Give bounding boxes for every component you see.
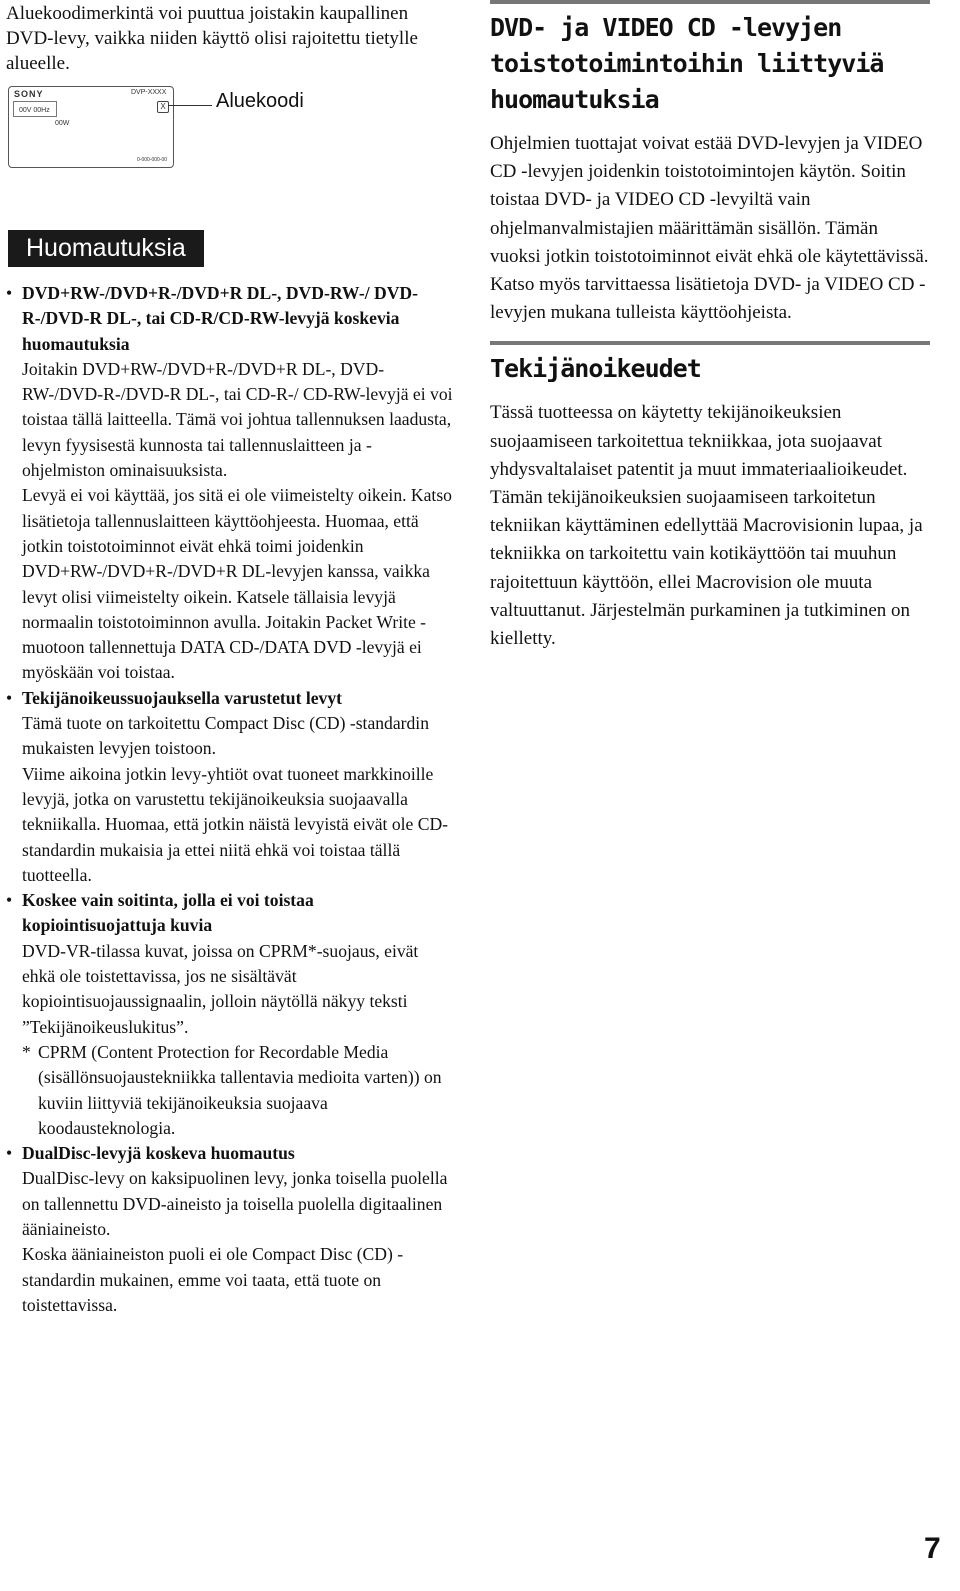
voltage-rating: 00V 00Hz <box>19 107 50 114</box>
note-paragraph: Levyä ei voi käyttää, jos sitä ei ole viimeistelty oikein. Katso lisätietoja tallennuslaitteen käyttöohjeesta. Huomaa, että jotkin toistotoiminnot eivät ehkä toimi joidenkin DVD+RW-/DVD+R-/DVD+R DL-levyjen kanssa, vaikka levyt olisi viimeistelty oikein. Katsele tällaisia levyjä normaalin toistotoiminnon avulla. Joitakin Packet Write -muotoon tallennettuja DATA CD-/DATA DVD -levyjä ei myöskään voi toistaa. <box>22 485 452 683</box>
note-paragraph: Joitakin DVD+RW-/DVD+R-/DVD+R DL-, DVD-RW-/DVD-R-/DVD-R DL-, tai CD-R-/ CD-RW-levyjä ei voi toistaa tällä laitteella. Tämä voi johtua tallennuksen laadusta, levyn fyysisestä kunnosta tai tallennuslaitteen ja -ohjelmiston ominaisuuksista. <box>22 358 453 481</box>
region-code-mark: X <box>157 101 169 113</box>
intro-paragraph: Aluekoodimerkintä voi puuttua joistakin kaupallinen DVD-levy, vaikka niiden käyttö olisi rajoitettu tietylle alueelle. <box>6 3 418 74</box>
callout-line <box>168 105 212 106</box>
list-item <box>6 888 454 1141</box>
note-paragraph: Viime aikoina jotkin levy-yhtiöt ovat tuoneet markkinoille levyjä, jotka on varustettu tekijänoikeuksia suojaavalla tekniikalla. Huomaa, että jotkin näistä levyistä eivät ole CD-standardin mukaisia ja ettei niitä ehkä voi toistaa tällä tuotteella. <box>22 763 449 885</box>
section-title: Tekijänoikeudet <box>490 354 701 384</box>
list-item <box>6 686 454 888</box>
brand-logo: SONY <box>14 89 44 99</box>
list-item <box>6 281 454 686</box>
note-title: • DVD+RW-/DVD+R-/DVD+R DL-, DVD-RW-/ DVD-R-/DVD-R DL-, tai CD-R/CD-RW-levyjä koskevia huomautuksia <box>22 283 418 354</box>
notes-list <box>6 281 454 1318</box>
note-paragraph: Tämä tuote on tarkoitettu Compact Disc (CD) -standardin mukaisten levyjen toistoon. <box>22 713 429 759</box>
note-paragraph: DualDisc-levy on kaksipuolinen levy, jonka toisella puolella on tallennettu DVD-aineisto ja toisella puolella digitaalinen ääniaineisto. <box>22 1168 448 1239</box>
footnote <box>22 1040 454 1141</box>
footnote-text: CPRM (Content Protection for Recordable Media (sisällönsuojaustekniikka tallentavia medioita varten)) on kuviin liittyviä tekijänoikeuksia suojaava koodausteknologia. <box>38 1041 442 1138</box>
list-item <box>6 1141 454 1318</box>
footnote-mark: * <box>22 1041 31 1062</box>
section-title: DVD- ja VIDEO CD -levyjen toistotoimintoihin liittyviä huomautuksia <box>490 13 884 114</box>
model-number: DVP-XXXX <box>131 89 167 96</box>
serial-number: 0-000-000-00 <box>137 157 168 163</box>
note-title: • Koskee vain soitinta, jolla ei voi toistaa kopiointisuojattuja kuvia <box>22 890 314 936</box>
section-body: Tässä tuotteessa on käytetty tekijänoikeuksien suojaamiseen tarkoitettua tekniikkaa, jota suojaavat yhdysvaltalaiset patentit ja muut immateriaalioikeudet. Tämän tekijänoikeuksien suojaamiseen tarkoitetun tekniikan käyttäminen edellyttää Macrovisionin lupaa, ja tekniikka on tarkoitettu vain kotikäyttöön tai muuhun rajoitettuun käyttöön, ellei Macrovision ole muuta valtuuttanut. Järjestelmän purkaminen ja tutkiminen on kielletty. <box>490 402 923 650</box>
note-title: • DualDisc-levyjä koskeva huomautus <box>22 1143 295 1164</box>
section-body: Ohjelmien tuottajat voivat estää DVD-levyjen ja VIDEO CD -levyjen joidenkin toistotoimintojen käytön. Soitin toistaa DVD- ja VIDEO CD -levyiltä vain ohjelmanvalmistajien määrittämän sisällön. Tämän vuoksi jotkin toistotoiminnot eivät ehkä ole käytettävissä. Katso myös tarvittaessa lisätietoja DVD- ja VIDEO CD -levyjen mukana tulleista käyttöohjeista. <box>490 133 929 324</box>
power-rating: 00W <box>55 120 70 127</box>
right-column <box>490 0 930 653</box>
section-rule <box>490 341 930 345</box>
page-number: 7 <box>924 1532 941 1565</box>
rear-panel-label <box>8 86 174 168</box>
note-title: • Tekijänoikeussuojauksella varustetut levyt <box>22 687 342 708</box>
section-rule <box>490 0 930 4</box>
left-column <box>6 0 454 1318</box>
region-code-label-figure <box>6 84 454 204</box>
notes-heading: Huomautuksia <box>8 230 204 267</box>
region-code-callout: Aluekoodi <box>216 90 304 112</box>
note-paragraph: Koska ääniaineiston puoli ei ole Compact Disc (CD) -standardin mukainen, emme voi taata, että tuote on toistettavissa. <box>22 1244 404 1315</box>
note-paragraph: DVD-VR-tilassa kuvat, joissa on CPRM*-suojaus, eivät ehkä ole toistettavissa, jos ne sisältävät kopiointisuojaussignaalin, jolloin näytöllä näkyy teksti ”Tekijänoikeuslukitus”. <box>22 940 419 1037</box>
